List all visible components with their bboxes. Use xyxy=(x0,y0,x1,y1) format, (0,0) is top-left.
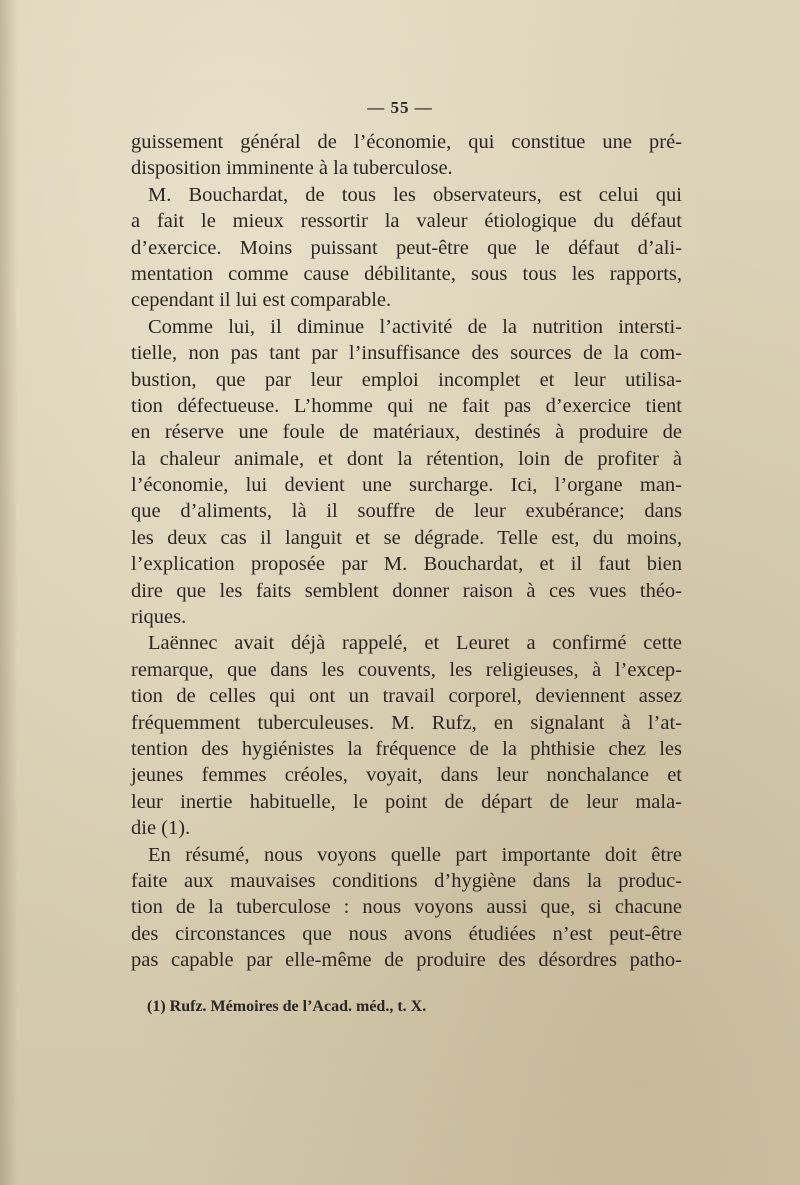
text-line: jeunes femmes créoles, voyait, dans leur nonchalance et xyxy=(131,764,682,787)
text-line: faite aux mauvaises conditions d’hygiène dans la produc- xyxy=(131,869,682,892)
text-line: tion de la tuberculose : nous voyons aussi que, si chacune xyxy=(131,896,682,919)
text-line: d’exercice. Moins puissant peut-être que le défaut d’ali- xyxy=(131,236,682,259)
text-line: mentation comme cause débilitante, sous tous les rapports, xyxy=(131,262,682,285)
text-line: l’explication proposée par M. Bouchardat, et il faut bien xyxy=(131,553,682,576)
page-number: — 55 — xyxy=(367,98,433,117)
text-line: que d’aliments, là il souffre de leur exubérance; dans xyxy=(131,500,682,523)
text-line: die (1). xyxy=(131,817,191,840)
text-line: pas capable par elle-même de produire des désordres patho- xyxy=(131,949,682,972)
text-line: riques. xyxy=(131,606,187,629)
text-line: M. Bouchardat, de tous les observateurs, est celui qui xyxy=(148,183,682,206)
text-line: a fait le mieux ressortir la valeur étiologique du défaut xyxy=(131,210,682,233)
text-line: leur inertie habituelle, le point de départ de leur mala- xyxy=(131,790,682,813)
text-line: dire que les faits semblent donner raison à ces vues théo- xyxy=(131,579,682,602)
footnote: (1) Rufz. Mémoires de l’Acad. méd., t. X. xyxy=(147,998,427,1015)
text-line: tention des hygiénistes la fréquence de la phthisie chez les xyxy=(131,737,682,760)
text-line: l’économie, lui devient une surcharge. Ici, l’organe man- xyxy=(131,474,682,497)
text-line: fréquemment tuberculeuses. M. Rufz, en signalant à l’at- xyxy=(131,711,682,734)
text-line: disposition imminente à la tuberculose. xyxy=(131,157,453,180)
text-line: tielle, non pas tant par l’insuffisance des sources de la com- xyxy=(131,342,682,365)
text-line: bustion, que par leur emploi incomplet et leur utilisa- xyxy=(131,368,682,391)
text-line: Comme lui, il diminue l’activité de la nutrition intersti- xyxy=(148,315,682,338)
text-line: tion défectueuse. L’homme qui ne fait pas d’exercice tient xyxy=(131,394,682,417)
text-line: en réserve une foule de matériaux, destinés à produire de xyxy=(131,421,682,444)
body-text xyxy=(131,129,682,974)
text-line: guissement général de l’économie, qui constitue une pré- xyxy=(131,131,682,153)
text-line: tion de celles qui ont un travail corporel, deviennent assez xyxy=(131,685,682,708)
text-line: Laënnec avait déjà rappelé, et Leuret a confirmé cette xyxy=(148,632,682,655)
text-line: la chaleur animale, et dont la rétention, loin de profiter à xyxy=(131,447,682,470)
text-line: cependant il lui est comparable. xyxy=(131,289,392,312)
text-line: des circonstances que nous avons étudiées n’est peut-être xyxy=(131,922,682,945)
text-line: En résumé, nous voyons quelle part importante doit être xyxy=(148,843,682,866)
text-line: les deux cas il languit et se dégrade. Telle est, du moins, xyxy=(131,526,682,549)
page-edge-shadow xyxy=(0,0,18,1185)
text-line: remarque, que dans les couvents, les religieuses, à l’excep- xyxy=(131,658,682,681)
